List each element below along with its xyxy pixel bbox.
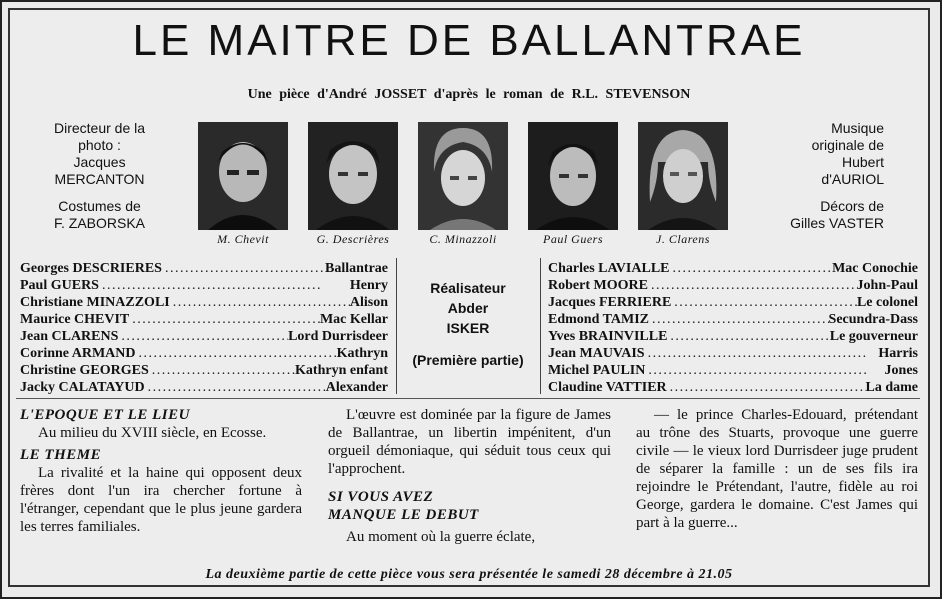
credit-line: Gilles VASTER (790, 215, 884, 231)
photo-caption: Paul Guers (543, 232, 603, 246)
leader-dots (667, 379, 866, 396)
portrait-photo (528, 122, 618, 230)
actor-name: Edmond TAMIZ (548, 312, 650, 327)
role-name: Secundra-Dass (828, 312, 918, 327)
role-name: Alison (349, 295, 388, 310)
director-credit (398, 278, 538, 370)
actor-name: Paul GUERS (20, 278, 99, 293)
role-name: La dame (865, 380, 918, 395)
credit-line: Directeur de la (54, 120, 146, 136)
column-divider (540, 258, 541, 394)
actor-name: Jean MAUVAIS (548, 346, 645, 361)
decor-credit (790, 198, 884, 232)
cast-row (20, 328, 388, 345)
actor-name: Maurice CHEVIT (20, 312, 130, 327)
credit-line: Hubert (841, 154, 884, 170)
leader-dots (645, 362, 884, 379)
column-divider (396, 258, 397, 394)
credit-line: MERCANTON (54, 171, 145, 187)
leader-dots (162, 260, 325, 277)
leader-dots (170, 294, 350, 311)
leader-dots (645, 345, 879, 362)
role-name: Ballantrae (325, 261, 388, 276)
cast-list-right (548, 260, 918, 396)
portrait-photo (198, 122, 288, 230)
role-name: Kathryn (336, 346, 388, 361)
role-name: Mac Kellar (319, 312, 388, 327)
section-heading: MANQUE LE DEBUT (328, 507, 479, 523)
credit-line: photo : (78, 137, 121, 153)
cast-row (20, 260, 388, 277)
programme-page (8, 8, 930, 587)
photo-caption: C. Minazzoli (429, 232, 497, 246)
actor-name: Charles LAVIALLE (548, 261, 670, 276)
credit-line: d'AURIOL (821, 171, 884, 187)
music-credit (790, 120, 884, 188)
credit-line: Musique (831, 120, 884, 136)
director-label: Réalisateur (430, 280, 506, 296)
role-name: Henry (349, 278, 388, 293)
subtitle: Une pièce d'André JOSSET d'après le roman de R.L. STEVENSON (247, 87, 691, 102)
credit-line: originale de (811, 137, 884, 153)
leader-dots (667, 328, 829, 345)
cast-list-left (20, 260, 388, 396)
portrait-icon (638, 122, 728, 230)
portrait-icon (308, 122, 398, 230)
cast-row (548, 362, 918, 379)
paragraph: La rivalité et la haine qui opposent deux frères dont l'un ira chercher fortune à l'étranger, cependant que le plus jeune gardera les terres familiales. (20, 465, 302, 535)
portrait-icon (528, 122, 618, 230)
credit-line: Costumes de (58, 198, 141, 214)
cast-row (548, 277, 918, 294)
credit-line: Décors de (820, 198, 884, 214)
crew-credits-right (790, 120, 884, 242)
paragraph: L'œuvre est dominée par la figure de James de Ballantrae, un libertin impénitent, d'un orgueil démoniaque, qui séduit tous ceux qui l'approchent. (328, 407, 611, 477)
actor-name: Jacques FERRIERE (548, 295, 672, 310)
portrait-icon (198, 122, 288, 230)
director-first-name: Abder (447, 300, 489, 316)
actor-name: Claudine VATTIER (548, 380, 667, 395)
crew-credits-left (54, 120, 145, 242)
section-heading: L'EPOQUE ET LE LIEU (20, 407, 190, 423)
director-last-name: ISKER (446, 320, 490, 336)
role-name: Le gouverneur (829, 329, 918, 344)
costumes-credit (54, 198, 145, 232)
role-name: Alexander (325, 380, 388, 395)
portrait-photo (308, 122, 398, 230)
section-heading: SI VOUS AVEZ (328, 489, 434, 505)
photo-caption: M. Chevit (217, 232, 269, 246)
cast-row (20, 345, 388, 362)
cast-row (20, 311, 388, 328)
section-heading: LE THEME (20, 447, 102, 463)
cast-row (548, 345, 918, 362)
actor-name: Yves BRAINVILLE (548, 329, 668, 344)
cast-row (548, 294, 918, 311)
article-column-1 (20, 406, 302, 536)
role-name: Harris (878, 346, 918, 361)
part-label: (Première partie) (412, 352, 524, 368)
leader-dots (99, 277, 350, 294)
portrait-photo (418, 122, 508, 230)
credit-line: Jacques (73, 154, 126, 170)
role-name: John-Paul (856, 278, 918, 293)
cast-row (548, 379, 918, 396)
role-name: Mac Conochie (832, 261, 918, 276)
cast-row (20, 294, 388, 311)
leader-dots (671, 294, 857, 311)
cast-row (20, 277, 388, 294)
paragraph: Au milieu du XVIII siècle, en Ecosse. (38, 425, 267, 441)
actor-name: Christine GEORGES (20, 363, 149, 378)
credit-line: F. ZABORSKA (54, 215, 146, 231)
article-column-3 (636, 406, 918, 532)
cast-row (20, 379, 388, 396)
actor-name: Georges DESCRIERES (20, 261, 162, 276)
photo-caption: G. Descrières (316, 232, 390, 246)
role-name: Lord Durrisdeer (288, 329, 388, 344)
portrait-icon (418, 122, 508, 230)
role-name: Jones (884, 363, 918, 378)
page-title: LE MAITRE DE BALLANTRAE (132, 16, 806, 65)
actor-name: Robert MOORE (548, 278, 648, 293)
photo-caption: J. Clarens (656, 232, 710, 246)
role-name: Le colonel (856, 295, 918, 310)
actor-name: Jacky CALATAYUD (20, 380, 145, 395)
paragraph: Au moment où la guerre éclate, (346, 529, 536, 545)
leader-dots (145, 379, 326, 396)
leader-dots (136, 345, 337, 362)
leader-dots (649, 311, 829, 328)
footer-note: La deuxième partie de cette pièce vous sera présentée le samedi 28 décembre à 21.05 (205, 567, 733, 582)
leader-dots (670, 260, 833, 277)
leader-dots (118, 328, 288, 345)
cast-row (548, 328, 918, 345)
leader-dots (149, 362, 295, 379)
cast-row (20, 362, 388, 379)
role-name: Kathryn enfant (295, 363, 388, 378)
leader-dots (129, 311, 320, 328)
photo-director-credit (54, 120, 145, 188)
paragraph: — le prince Charles-Edouard, prétendant au trône des Stuarts, provoque une guerre civile — le vieux lord Durrisdeer juge prudent de séparer la famille : un de ses fils ira rejoindre le Prétendant, l'autre, fidèle au roi George, gardera le domaine. C'est James qui part à la guerre... (636, 407, 918, 531)
cast-row (548, 260, 918, 277)
section-divider (16, 398, 920, 399)
actor-name: Jean CLARENS (20, 329, 119, 344)
cast-row (548, 311, 918, 328)
article-column-2 (328, 406, 611, 546)
actor-name: Corinne ARMAND (20, 346, 136, 361)
actor-name: Christiane MINAZZOLI (20, 295, 170, 310)
actor-name: Michel PAULIN (548, 363, 646, 378)
portrait-photo (638, 122, 728, 230)
leader-dots (648, 277, 857, 294)
